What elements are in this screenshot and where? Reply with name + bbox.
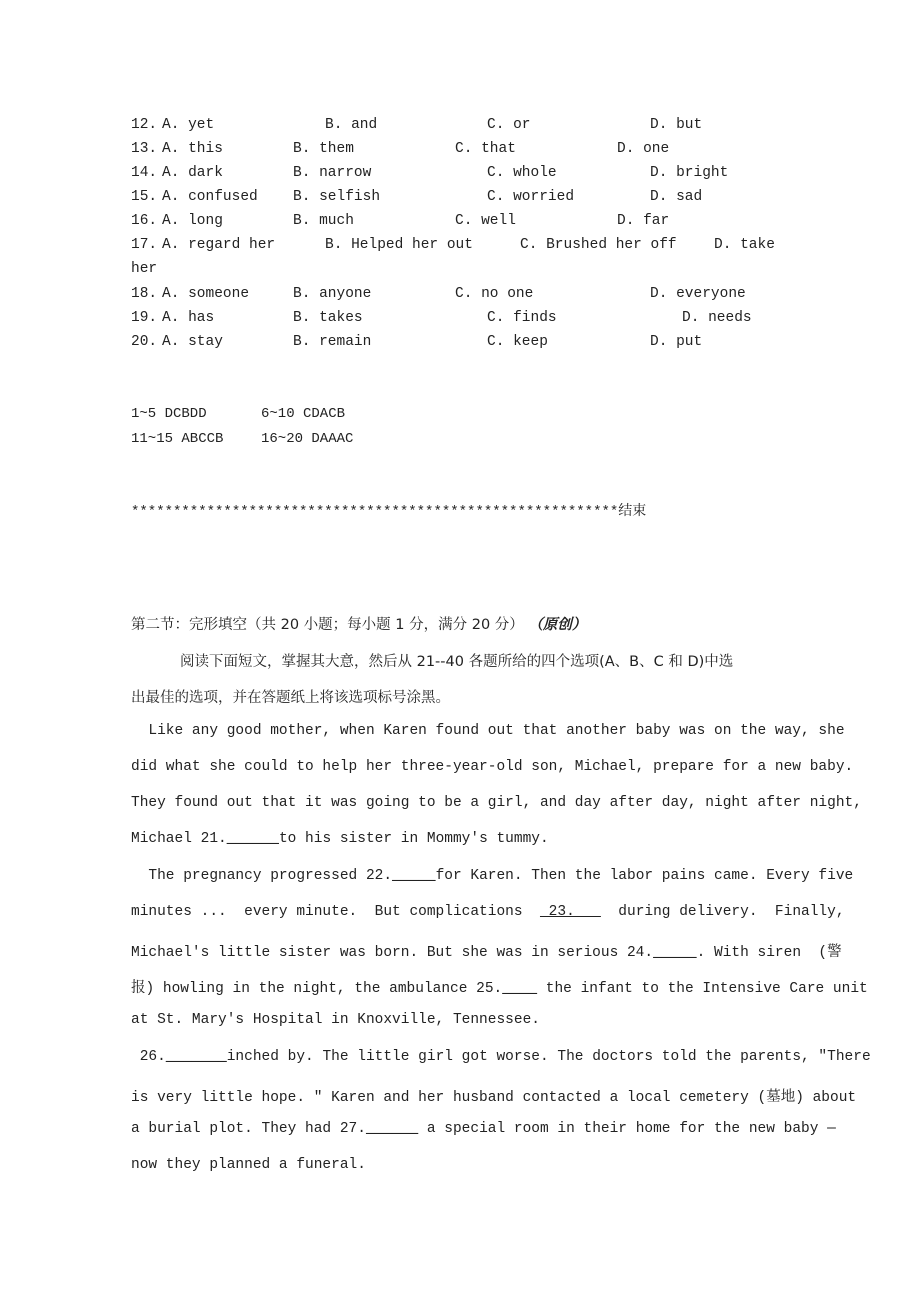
passage-line [131,759,854,775]
option-b: B. selfish [293,189,381,205]
passage-line [131,940,842,961]
option-b: B. anyone [293,286,372,302]
passage-text: They found out that it was going to be a girl, and day after day, night after night, [131,795,862,811]
option-d: D. far [617,213,670,229]
option-b: B. and [325,117,378,133]
passage-line [131,1085,857,1106]
passage-text: during delivery. Finally, [600,904,845,920]
option-c: C. no one [455,286,534,302]
option-b: B. takes [293,310,363,326]
question-number: 20. [131,334,158,350]
passage-text: for Karen. Then the labor pains came. Every five [435,868,854,884]
section-instruction-line-2: 出最佳的选项，并在答题纸上将该选项标号涂黑。 [131,690,450,706]
passage-line [131,831,821,847]
passage-line [131,904,845,920]
passage-line [131,976,868,997]
option-row [0,234,920,277]
answer-left: 11~15 ABCCB [131,431,224,447]
answer-blank: _____ [653,945,697,961]
passage-text: a special room in their home for the new baby — [418,1121,836,1137]
option-d: D. take [714,237,775,253]
divider-end-label: 结束 [618,503,647,519]
option-c: C. or [487,117,531,133]
section-title-text: 第二节：完形填空（共 20 小题；每小题 1 分，满分 20 分） [131,617,524,633]
passage-text: the infant to the Intensive Care unit [537,981,868,997]
end-divider [131,500,646,520]
option-c: C. whole [487,165,557,181]
answer-right: 6~10 CDACB [261,406,346,422]
option-d: D. but [650,117,703,133]
passage-text: 报) howling in the night, the ambulance 25. [131,981,503,997]
question-number: 12. [131,117,158,133]
option-a: A. someone [162,286,250,302]
passage-line [131,868,854,884]
option-c: C. keep [487,334,548,350]
option-row [0,331,920,353]
option-c: C. finds [487,310,557,326]
option-row [0,186,920,208]
passage-line [131,1012,821,1028]
passage-line [131,1157,821,1173]
option-a: A. confused [162,189,258,205]
option-a: A. has [162,310,215,326]
option-b: B. them [293,141,354,157]
divider-stars: ********************************************************** [131,504,619,520]
option-b: B. Helped her out [325,237,473,253]
option-row [0,138,920,160]
passage-text: inched by. The little girl got worse. The doctors told the parents, "There [226,1049,871,1065]
option-a: A. this [162,141,223,157]
answer-blank: _______ [165,1049,227,1065]
answer-blank: _____ [392,868,436,884]
passage-text: The pregnancy progressed 22. [131,868,393,884]
answer-left: 1~5 DCBDD [131,406,207,422]
option-b: B. remain [293,334,372,350]
answer-blank: 23. [539,904,601,920]
option-d: D. sad [650,189,703,205]
option-d: D. one [617,141,670,157]
section-title [131,613,586,634]
passage-text: a burial plot. They had 27. [131,1121,366,1137]
passage-text: is very little hope. " Karen and her husband contacted a local cemetery (墓地) about [131,1090,857,1106]
answer-blank: ______ [226,831,279,847]
passage-line [131,795,862,811]
passage-text: minutes ... every minute. But complications [131,904,540,920]
section-instruction-line-1: 阅读下面短文，掌握其大意，然后从 21--40 各题所给的四个选项(A、B、C 和 D)中选 [180,654,734,670]
question-number: 18. [131,286,158,302]
passage-line [131,1121,836,1137]
option-c: C. worried [487,189,575,205]
option-row [0,283,920,305]
option-row [0,114,920,136]
option-b: B. much [293,213,354,229]
passage-line [131,723,845,739]
passage-text: to his sister in Mommy's tummy. [278,831,549,847]
passage-line [131,1049,871,1065]
option-a: A. stay [162,334,223,350]
passage-text: Like any good mother, when Karen found out that another baby was on the way, she [131,723,845,739]
question-number: 17. [131,237,158,253]
passage-text: now they planned a funeral. [131,1157,366,1173]
section-original-tag: （原创） [528,617,587,633]
option-a: A. regard her [162,237,276,253]
passage-text: 26. [131,1049,166,1065]
option-row [0,307,920,329]
question-number: 19. [131,310,158,326]
option-c: C. Brushed her off [520,237,677,253]
option-d: D. bright [650,165,729,181]
option-d: D. everyone [650,286,746,302]
option-d: D. put [650,334,703,350]
option-c: C. well [455,213,516,229]
option-a: A. dark [162,165,223,181]
option-a: A. long [162,213,223,229]
question-number: 14. [131,165,158,181]
question-number: 15. [131,189,158,205]
passage-text: . With siren (警 [696,945,842,961]
option-d: D. needs [682,310,752,326]
option-row [0,210,920,232]
answer-blank: ______ [365,1121,419,1137]
question-number: 16. [131,213,158,229]
answer-right: 16~20 DAAAC [261,431,354,447]
passage-text: Michael 21. [131,831,227,847]
passage-text: at St. Mary's Hospital in Knoxville, Tennessee. [131,1012,540,1028]
passage-text: did what she could to help her three-year-old son, Michael, prepare for a new baby. [131,759,854,775]
option-c: C. that [455,141,516,157]
passage-text: Michael's little sister was born. But she was in serious 24. [131,945,654,961]
option-wrap-text: her [131,261,158,277]
question-number: 13. [131,141,158,157]
answer-blank: ____ [502,981,538,997]
option-a: A. yet [162,117,215,133]
option-row [0,162,920,184]
option-b: B. narrow [293,165,372,181]
